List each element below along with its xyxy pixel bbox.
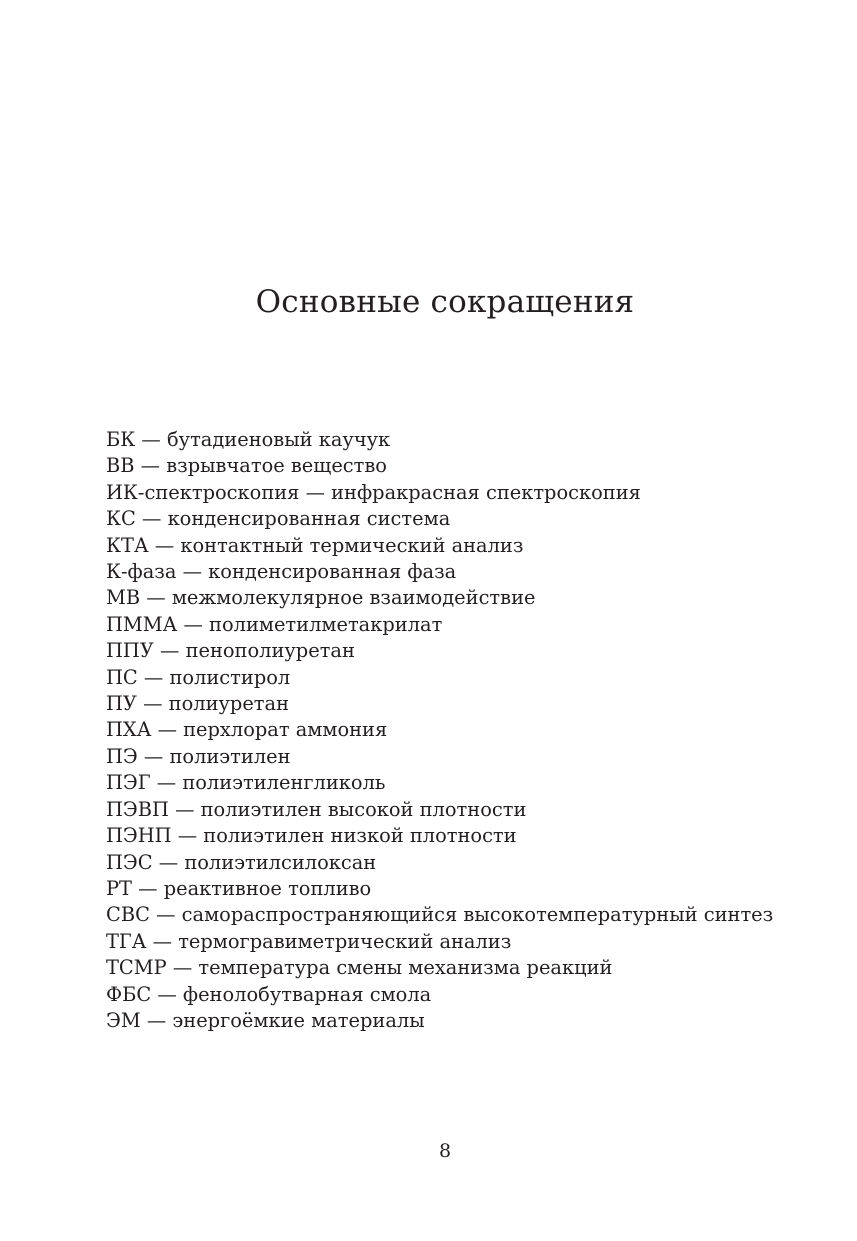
abbreviation-separator: — (135, 507, 168, 531)
abbreviation-item (106, 480, 826, 506)
abbreviation-term: ПХА (106, 718, 152, 742)
abbreviation-definition: реактивное топливо (163, 876, 372, 900)
abbreviation-term: КТА (106, 533, 149, 557)
abbreviation-definition: инфракрасная спектроскопия (331, 480, 641, 504)
abbreviation-term: К-фаза (106, 560, 177, 584)
abbreviation-separator: — (137, 744, 170, 768)
abbreviation-definition: перхлорат аммония (183, 718, 388, 742)
abbreviation-definition: контактный термический анализ (180, 533, 524, 557)
abbreviation-term: ФБС (106, 982, 152, 1006)
abbreviation-separator: — (151, 718, 184, 742)
page-number: 8 (438, 1140, 452, 1162)
abbreviation-item (106, 612, 826, 638)
abbreviation-separator: — (135, 428, 167, 451)
abbreviation-definition: полиэтилен низкой плотности (203, 824, 517, 848)
abbreviation-definition: конденсированная фаза (208, 560, 457, 584)
abbreviation-term: ЭМ (106, 1008, 141, 1032)
abbreviation-separator: — (136, 692, 169, 716)
abbreviation-definition: термогравиметрический анализ (178, 929, 512, 953)
abbreviation-term: ПЭНП (106, 824, 172, 848)
abbreviation-term: КС (106, 507, 136, 531)
abbreviation-definition: полиэтиленгликоль (182, 771, 386, 795)
abbreviation-definition: пенополиуретан (185, 639, 355, 663)
abbreviation-definition: полиуретан (168, 692, 290, 716)
abbreviation-term: ПЭВП (106, 797, 169, 821)
abbreviation-item (106, 929, 826, 955)
abbreviation-item (106, 559, 826, 585)
abbreviation-item (106, 876, 826, 902)
abbreviation-separator: — (166, 956, 199, 980)
abbreviation-separator: — (299, 480, 332, 504)
abbreviation-definition: полистирол (169, 665, 291, 689)
abbreviation-separator: — (149, 903, 182, 927)
abbreviation-term: ПС (106, 665, 138, 689)
abbreviation-separator: — (140, 1008, 173, 1032)
abbreviation-term: БК (106, 428, 136, 451)
abbreviation-term: ПЭС (106, 850, 153, 874)
abbreviation-term: ТГА (106, 929, 147, 953)
abbreviation-item (106, 665, 826, 691)
abbreviation-item (106, 982, 826, 1008)
abbreviation-definition: температура смены механизма реакций (198, 956, 613, 980)
abbreviation-separator: — (148, 533, 181, 557)
abbreviation-term: ИК-спектроскопия (106, 480, 300, 504)
abbreviation-term: ВВ (106, 454, 135, 478)
abbreviation-term: РТ (106, 876, 132, 900)
abbreviation-definition: полиметилметакрилат (209, 612, 443, 636)
abbreviation-definition: энергоёмкие материалы (172, 1008, 425, 1032)
abbreviation-item (106, 770, 826, 796)
abbreviation-separator: — (134, 454, 167, 478)
abbreviation-separator: — (146, 929, 179, 953)
abbreviation-separator: — (171, 824, 204, 848)
abbreviation-separator: — (177, 612, 210, 636)
abbreviation-definition: фенолобутварная смола (182, 982, 432, 1006)
abbreviation-definition: полиэтилен (169, 744, 291, 768)
abbreviation-definition: полиэтилсилоксан (184, 850, 377, 874)
abbreviation-item (106, 1008, 826, 1034)
abbreviation-item (106, 506, 826, 532)
abbreviation-separator: — (150, 771, 183, 795)
abbreviation-definition: межмолекулярное взаимодействие (171, 586, 536, 610)
abbreviation-separator: — (153, 639, 186, 663)
abbreviation-term: ПЭГ (106, 771, 151, 795)
abbreviation-separator: — (168, 797, 201, 821)
abbreviation-term: ПЭ (106, 744, 138, 768)
abbreviation-term: МВ (106, 586, 141, 610)
page-title: Основные сокращения (255, 284, 635, 320)
abbreviation-definition: самораспространяющийся высокотемпературный синтез (181, 903, 774, 927)
abbreviation-item (106, 638, 826, 664)
abbreviation-definition: бутадиеновый каучук (166, 428, 391, 451)
abbreviation-item (106, 797, 826, 823)
abbreviation-item (106, 453, 826, 479)
abbreviation-separator: — (176, 560, 209, 584)
abbreviation-item (106, 850, 826, 876)
abbreviation-definition: взрывчатое вещество (166, 454, 387, 478)
abbreviation-term: ППУ (106, 639, 154, 663)
abbreviation-separator: — (140, 586, 172, 610)
abbreviation-definition: конденсированная система (167, 507, 451, 531)
abbreviation-item (106, 823, 826, 849)
abbreviation-definition: полиэтилен высокой плотности (200, 797, 527, 821)
abbreviation-item (106, 427, 826, 453)
abbreviation-separator: — (137, 665, 170, 689)
abbreviation-term: ТСМР (106, 956, 167, 980)
abbreviation-term: ПММА (106, 612, 178, 636)
abbreviation-term: ПУ (106, 692, 137, 716)
abbreviation-item (106, 691, 826, 717)
abbreviation-list (106, 427, 826, 1034)
abbreviation-item (106, 717, 826, 743)
abbreviation-item (106, 955, 826, 981)
abbreviation-item (106, 902, 826, 928)
abbreviation-item (106, 533, 826, 559)
abbreviation-separator: — (151, 982, 183, 1006)
abbreviation-separator: — (131, 876, 164, 900)
abbreviation-item (106, 744, 826, 770)
abbreviation-separator: — (152, 850, 185, 874)
abbreviation-term: СВС (106, 903, 150, 927)
abbreviation-item (106, 585, 826, 611)
